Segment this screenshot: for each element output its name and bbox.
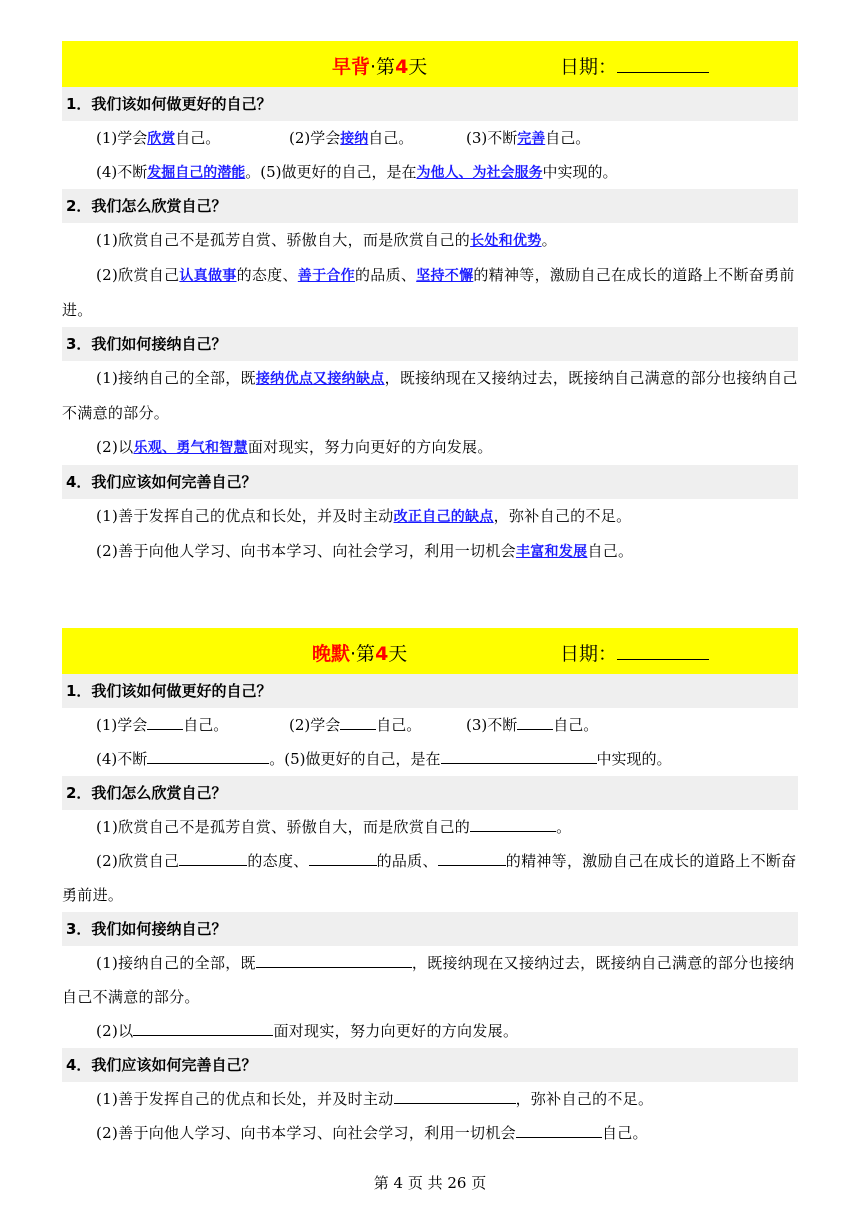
q2-blank-1: (1)欣赏自己不是孤芳自赏、骄傲自大，而是欣赏自己的 。 bbox=[62, 810, 798, 844]
fill-blank[interactable] bbox=[147, 713, 183, 730]
q1-blanks-row2: (4)不断 。(5)做更好的自己，是在 中实现的。 bbox=[62, 742, 798, 776]
fill-blank[interactable] bbox=[516, 1121, 602, 1138]
evening-date: 日期： bbox=[560, 639, 709, 666]
answer-text: 发掘自己的潜能 bbox=[147, 165, 246, 181]
morning-section bbox=[62, 41, 798, 569]
evening-banner bbox=[62, 628, 798, 674]
fill-blank[interactable] bbox=[470, 815, 556, 832]
answer-text: 为他人、为社会服务 bbox=[416, 165, 543, 181]
q3-answer-1: (1)接纳自己的全部，既接纳优点又接纳缺点，既接纳现在又接纳过去，既接纳自己满意的部分也接纳自己不满意的部分。 bbox=[62, 369, 798, 422]
fill-blank[interactable] bbox=[256, 951, 412, 968]
q4-answer-2: (2)善于向他人学习、向书本学习、向社会学习，利用一切机会丰富和发展自己。 bbox=[96, 542, 634, 560]
fill-blank[interactable] bbox=[441, 747, 597, 764]
answer-text: 善于合作 bbox=[297, 268, 355, 284]
q4-answer-1: (1)善于发挥自己的优点和长处，并及时主动改正自己的缺点，弥补自己的不足。 bbox=[96, 507, 632, 525]
morning-date: 日期： bbox=[560, 52, 709, 79]
morning-title: 早背·第4天 bbox=[332, 56, 428, 78]
q1-blanks-row1: (1)学会 自己。 (2)学会 自己。 (3)不断 自己。 bbox=[62, 708, 798, 742]
answer-text: 乐观、勇气和智慧 bbox=[133, 440, 248, 456]
answer-text: 坚持不懈 bbox=[416, 268, 474, 284]
question-2-heading: 2．我们怎么欣赏自己？ bbox=[62, 776, 798, 810]
answer-text: 改正自己的缺点 bbox=[393, 509, 494, 525]
fill-blank[interactable] bbox=[133, 1019, 273, 1036]
answer-text: 完善 bbox=[517, 131, 546, 147]
fill-blank[interactable] bbox=[340, 713, 376, 730]
date-blank[interactable] bbox=[617, 641, 709, 660]
question-1-heading: 1．我们该如何做更好的自己？ bbox=[62, 87, 798, 121]
q1-answers-row2: (4)不断发掘自己的潜能。(5)做更好的自己，是在为他人、为社会服务中实现的。 bbox=[96, 163, 618, 181]
evening-title: 晚默·第4天 bbox=[312, 643, 408, 665]
fill-blank[interactable] bbox=[438, 849, 506, 866]
fill-blank[interactable] bbox=[394, 1087, 516, 1104]
q1-answers-row1: (1)学会欣赏自己。 (2)学会接纳自己。 (3)不断完善自己。 bbox=[96, 129, 591, 147]
question-4-heading: 4．我们应该如何完善自己？ bbox=[62, 1048, 798, 1082]
q4-blank-2: (2)善于向他人学习、向书本学习、向社会学习，利用一切机会 自己。 bbox=[62, 1116, 798, 1150]
q2-answer-2: (2)欣赏自己认真做事的态度、善于合作的品质、坚持不懈的精神等，激励自己在成长的道路上不断奋勇前进。 bbox=[62, 266, 795, 319]
fill-blank[interactable] bbox=[179, 849, 247, 866]
question-4-heading: 4．我们应该如何完善自己？ bbox=[62, 465, 798, 499]
evening-section bbox=[62, 628, 798, 1150]
answer-text: 丰富和发展 bbox=[515, 544, 588, 560]
q3-blank-2: (2)以 面对现实，努力向更好的方向发展。 bbox=[62, 1014, 798, 1048]
answer-text: 欣赏 bbox=[147, 131, 176, 147]
answer-text: 认真做事 bbox=[179, 268, 237, 284]
fill-blank[interactable] bbox=[517, 713, 553, 730]
q3-answer-2: (2)以乐观、勇气和智慧面对现实，努力向更好的方向发展。 bbox=[96, 438, 493, 456]
page-footer: 第 4 页 共 26 页 bbox=[373, 1174, 487, 1192]
question-3-heading: 3．我们如何接纳自己？ bbox=[62, 912, 798, 946]
date-blank[interactable] bbox=[617, 54, 709, 73]
q3-blank-1: (1)接纳自己的全部，既 ，既接纳现在又接纳过去，既接纳自己满意的部分也接纳自己不满意的部分。 bbox=[62, 946, 798, 1014]
question-3-heading: 3．我们如何接纳自己？ bbox=[62, 327, 798, 361]
morning-banner bbox=[62, 41, 798, 87]
answer-text: 接纳 bbox=[340, 131, 369, 147]
q2-answer-1: (1)欣赏自己不是孤芳自赏、骄傲自大，而是欣赏自己的长处和优势。 bbox=[96, 231, 557, 249]
q2-blank-2: (2)欣赏自己 的态度、 的品质、 的精神等，激励自己在成长的道路上不断奋勇前进。 bbox=[62, 844, 798, 912]
q4-blank-1: (1)善于发挥自己的优点和长处，并及时主动 ，弥补自己的不足。 bbox=[62, 1082, 798, 1116]
question-1-heading: 1．我们该如何做更好的自己？ bbox=[62, 674, 798, 708]
fill-blank[interactable] bbox=[309, 849, 377, 866]
answer-text: 长处和优势 bbox=[470, 233, 542, 249]
question-2-heading: 2．我们怎么欣赏自己？ bbox=[62, 189, 798, 223]
fill-blank[interactable] bbox=[147, 747, 269, 764]
answer-text: 接纳优点又接纳缺点 bbox=[255, 371, 385, 387]
